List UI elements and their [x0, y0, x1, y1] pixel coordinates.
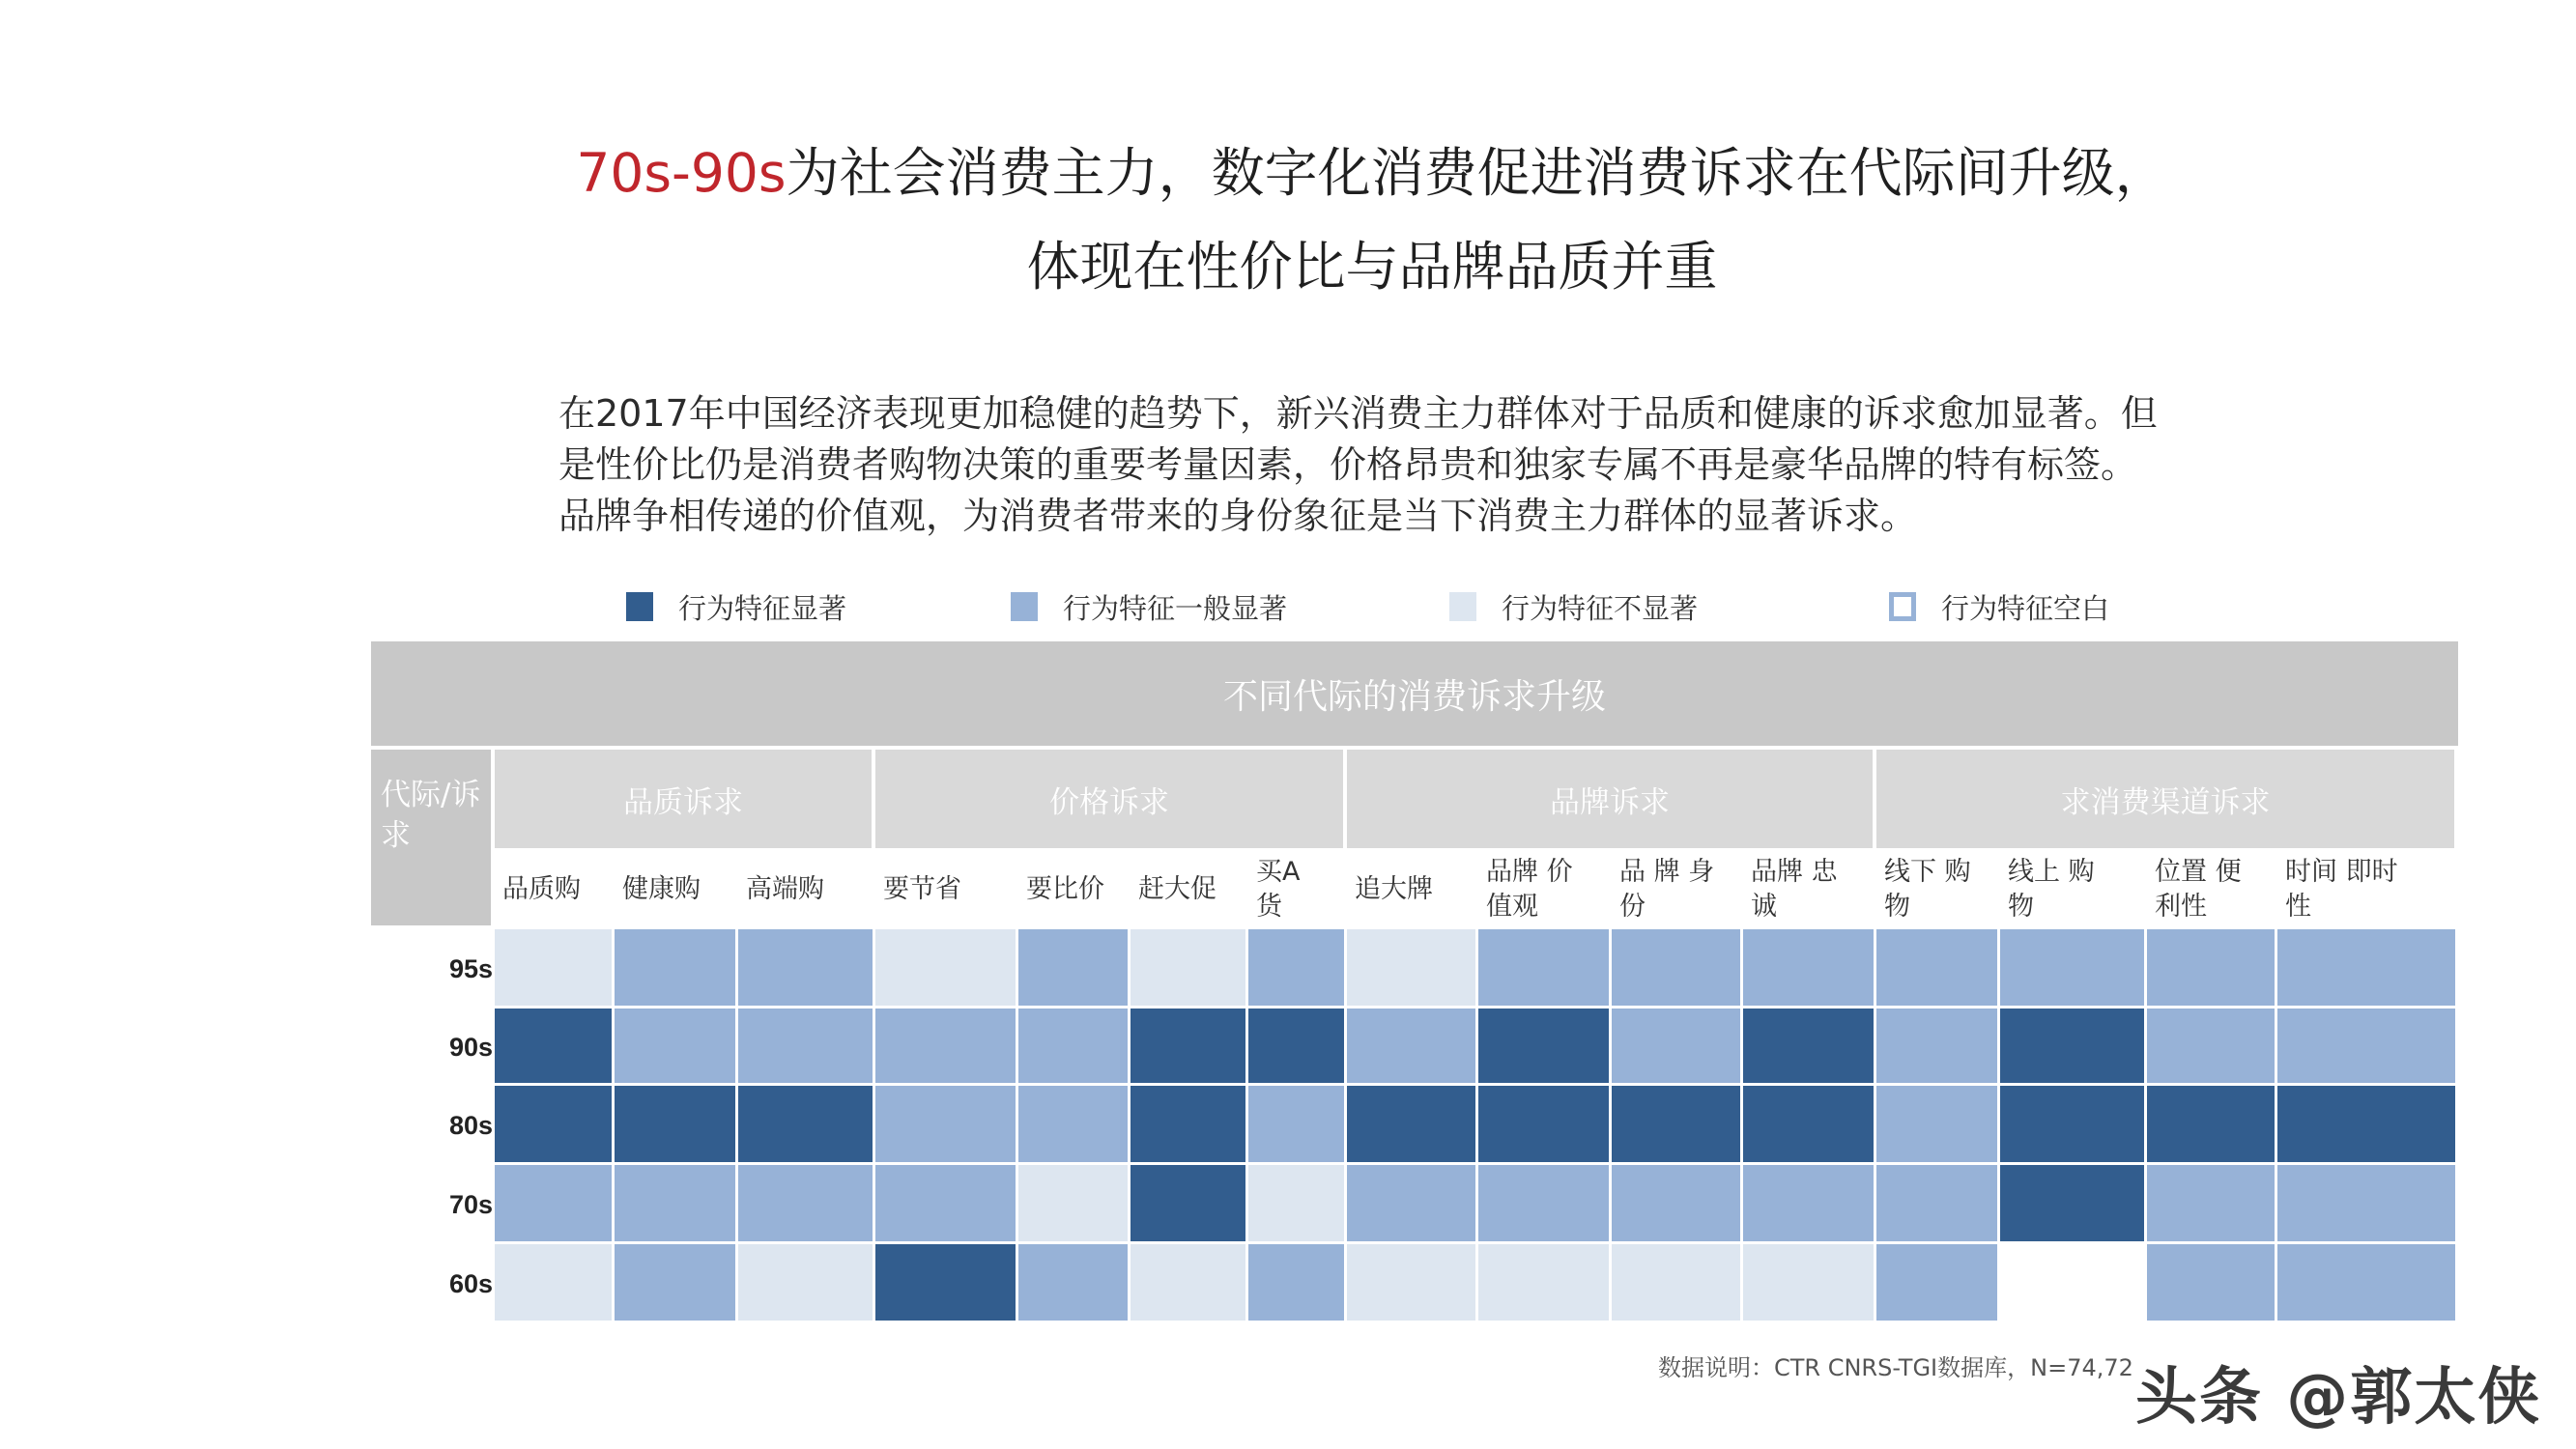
heatmap-cell: [495, 1165, 612, 1241]
legend-item: [1889, 587, 2109, 626]
heatmap-cell: [875, 1086, 1016, 1162]
heatmap-cell: [1131, 1165, 1245, 1241]
heatmap-cell: [738, 1086, 873, 1162]
heatmap-cell: [875, 1009, 1016, 1083]
heatmap-cell: [1248, 1009, 1344, 1083]
description-line: 在2017年中国经济表现更加稳健的趋势下，新兴消费主力群体对于品质和健康的诉求愈加显著。但: [558, 392, 2158, 435]
heatmap-cell: [738, 1244, 873, 1321]
heatmap-cell: [875, 1165, 1016, 1241]
heatmap-cell: [1131, 929, 1245, 1006]
heatmap-cell: [1743, 1009, 1874, 1083]
legend-label: 行为特征不显著: [1502, 591, 1699, 625]
heatmap-cell: [1131, 1086, 1245, 1162]
heatmap-cell: [1612, 929, 1740, 1006]
heatmap-cell: [2147, 1009, 2275, 1083]
heatmap-cell: [1347, 929, 1475, 1006]
heatmap-cell: [1347, 1086, 1475, 1162]
column-header: 品质购: [502, 874, 581, 904]
heatmap-cell: [1347, 1244, 1475, 1321]
row-label: 60s: [448, 1269, 493, 1298]
legend-swatch: [626, 592, 653, 621]
heatmap-cell: [495, 1244, 612, 1321]
heatmap-cell: [1131, 1009, 1245, 1083]
description-line: 品牌争相传递的价值观，为消费者带来的身份象征是当下消费主力群体的显著诉求。: [558, 495, 1918, 537]
title-highlight: 70s-90s: [576, 142, 787, 204]
heatmap-cell: [1876, 1165, 1997, 1241]
corner-label: 代际/诉求: [371, 750, 491, 925]
legend-item: [626, 587, 846, 626]
column-header: 线下 购 物: [1884, 857, 1971, 922]
heatmap-cell: [1018, 1165, 1128, 1241]
column-header: 位置 便 利性: [2155, 857, 2242, 922]
heatmap-cell: [1018, 1009, 1128, 1083]
description-line: 是性价比仍是消费者购物决策的重要考量因素，价格昂贵和独家专属不再是豪华品牌的特有标签。: [558, 443, 2138, 486]
heatmap-cell: [2000, 1086, 2144, 1162]
heatmap-cell: [495, 1009, 612, 1083]
column-group-header: 价格诉求: [875, 750, 1343, 848]
heatmap-cell: [1743, 929, 1874, 1006]
legend-swatch: [1889, 592, 1916, 621]
column-group-header: 品质诉求: [495, 750, 872, 848]
heatmap-cell: [1876, 1009, 1997, 1083]
legend-label: 行为特征一般显著: [1063, 591, 1288, 625]
column-header: 线上 购 物: [2008, 857, 2095, 922]
heatmap-cell: [2147, 1086, 2275, 1162]
heatmap-cell: [2000, 929, 2144, 1006]
heatmap-cell: [1478, 1086, 1609, 1162]
legend-label: 行为特征显著: [678, 591, 847, 625]
column-header: 要比价: [1026, 874, 1104, 904]
heatmap-cell: [1248, 1165, 1344, 1241]
heatmap-cell: [1612, 1165, 1740, 1241]
page-title-line2: 体现在性价比与品牌品质并重: [1026, 236, 1718, 298]
heatmap-cell: [2277, 1086, 2455, 1162]
heatmap-cell: [1018, 1086, 1128, 1162]
column-header: 高端购: [746, 874, 824, 904]
heatmap-cell: [1612, 1244, 1740, 1321]
heatmap-cell: [875, 929, 1016, 1006]
heatmap-cell: [738, 1165, 873, 1241]
heatmap-cell: [1612, 1009, 1740, 1083]
legend-swatch: [1449, 592, 1476, 621]
heatmap-cell: [1248, 929, 1344, 1006]
heatmap-cell: [615, 1244, 735, 1321]
chart-title: 不同代际的消费诉求升级: [371, 641, 2458, 746]
row-label: 90s: [448, 1033, 493, 1062]
row-label: 80s: [448, 1111, 493, 1140]
column-header: 品 牌 身 份: [1619, 857, 1715, 922]
heatmap-cell: [2000, 1009, 2144, 1083]
heatmap-cell: [2147, 1165, 2275, 1241]
heatmap-cell: [2000, 1165, 2144, 1241]
watermark: 头条 @郭太侠: [2135, 1362, 2542, 1434]
column-header: 品牌 忠 诚: [1751, 857, 1838, 922]
heatmap-cell: [615, 929, 735, 1006]
column-header: 赶大促: [1138, 874, 1216, 904]
heatmap-cell: [2147, 929, 2275, 1006]
title-line1-text: 为社会消费主力，数字化消费促进消费诉求在代际间升级，: [786, 142, 2168, 204]
legend-item: [1011, 587, 1287, 626]
column-header: 时间 即时 性: [2285, 857, 2398, 922]
heatmap-cell: [615, 1009, 735, 1083]
heatmap-cell: [1131, 1244, 1245, 1321]
heatmap-cell: [1018, 1244, 1128, 1321]
heatmap-cell: [2277, 1165, 2455, 1241]
column-header: 买A 货: [1256, 857, 1301, 922]
column-header: 品牌 价 值观: [1486, 857, 1573, 922]
heatmap-cell: [1478, 1009, 1609, 1083]
heatmap-cell: [615, 1165, 735, 1241]
heatmap-cell: [1248, 1244, 1344, 1321]
page-title-line1: [0, 130, 2576, 207]
heatmap-cell: [1347, 1009, 1475, 1083]
heatmap-cell: [875, 1244, 1016, 1321]
column-header: 要节省: [883, 874, 961, 904]
heatmap-cell: [738, 929, 873, 1006]
heatmap-cell: [1018, 929, 1128, 1006]
column-header: 健康购: [622, 874, 701, 904]
heatmap-cell: [1876, 929, 1997, 1006]
description: [558, 388, 2201, 542]
heatmap-cell: [615, 1086, 735, 1162]
heatmap-cell: [1478, 1244, 1609, 1321]
heatmap-cell: [2277, 1009, 2455, 1083]
heatmap-cell: [495, 929, 612, 1006]
heatmap-cell: [2277, 929, 2455, 1006]
heatmap-cell: [1743, 1244, 1874, 1321]
row-label: 95s: [448, 954, 493, 983]
legend-item: [1449, 587, 1698, 626]
column-group-header: 求消费渠道诉求: [1876, 750, 2454, 848]
heatmap-cell: [1347, 1165, 1475, 1241]
heatmap-cell: [2147, 1244, 2275, 1321]
column-header: 追大牌: [1355, 874, 1433, 904]
legend-label: 行为特征空白: [1941, 591, 2110, 625]
heatmap-cell: [1478, 929, 1609, 1006]
heatmap-cell: [1876, 1244, 1997, 1321]
row-label: 70s: [448, 1190, 493, 1219]
heatmap-cell: [738, 1009, 873, 1083]
heatmap-cell: [1248, 1086, 1344, 1162]
heatmap-cell: [1478, 1165, 1609, 1241]
legend-swatch: [1011, 592, 1038, 621]
heatmap-cell: [1743, 1165, 1874, 1241]
source-note: 数据说明：CTR CNRS-TGI数据库，N=74,72: [1658, 1354, 2133, 1381]
column-group-header: 品牌诉求: [1347, 750, 1873, 848]
heatmap-cell: [495, 1086, 612, 1162]
heatmap-cell: [2277, 1244, 2455, 1321]
heatmap-cell: [2000, 1244, 2144, 1321]
heatmap-cell: [1612, 1086, 1740, 1162]
heatmap-cell: [1876, 1086, 1997, 1162]
heatmap-cell: [1743, 1086, 1874, 1162]
